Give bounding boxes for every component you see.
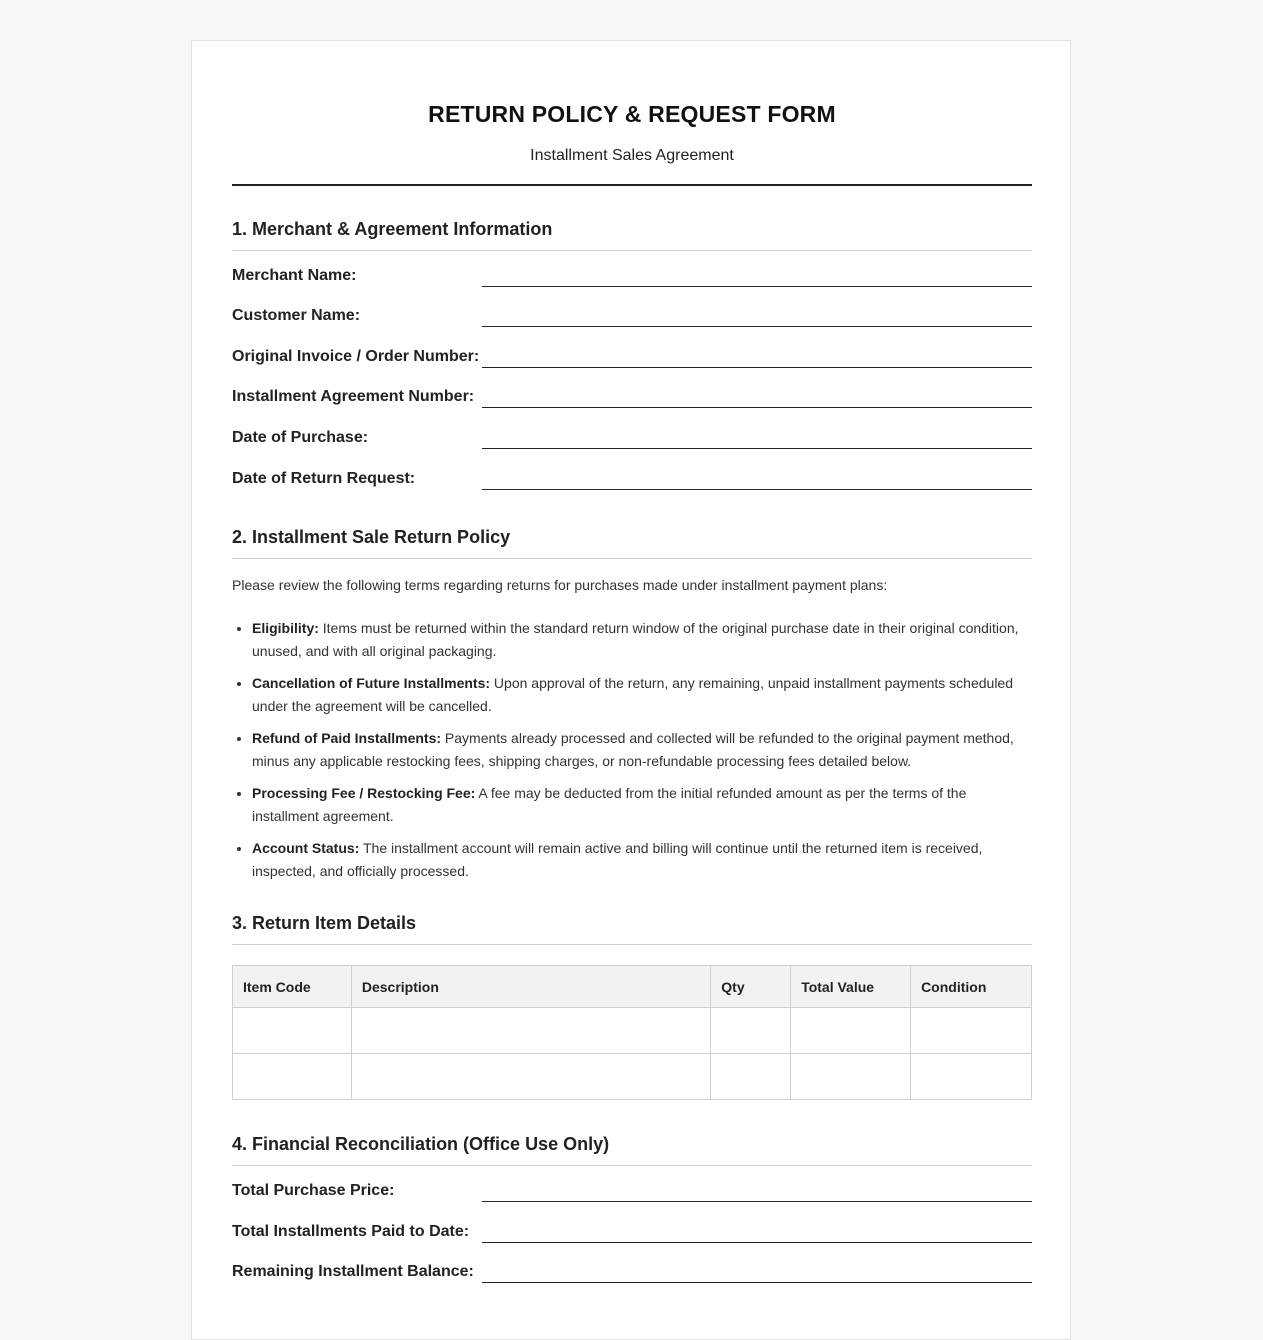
field-label: Original Invoice / Order Number: [232,348,480,365]
section-divider [232,558,1032,559]
date-of-return-request-line[interactable] [482,489,1032,490]
installments-paid-field [232,1215,1032,1243]
date-of-return-request-field [232,462,1032,490]
description-cell[interactable] [351,1054,710,1100]
page-subtitle: Installment Sales Agreement [530,147,734,164]
field-label: Merchant Name: [232,267,357,284]
qty-cell[interactable] [711,1054,791,1100]
section-divider [232,250,1032,251]
item-code-cell[interactable] [233,1054,352,1100]
table-header-row [233,966,1032,1008]
field-label: Total Installments Paid to Date: [232,1223,470,1240]
customer-name-field [232,299,1032,327]
customer-name-line[interactable] [482,326,1032,327]
remaining-balance-field [232,1255,1032,1283]
installments-paid-line[interactable] [482,1242,1032,1243]
remaining-balance-line[interactable] [482,1282,1032,1283]
section-heading-return-policy: 2. Installment Sale Return Policy [232,527,511,547]
invoice-number-field [232,340,1032,368]
field-label: Remaining Installment Balance: [232,1263,474,1280]
field-label: Date of Return Request: [232,470,416,487]
agreement-number-field [232,380,1032,408]
policy-term: Processing Fee / Restocking Fee: [252,785,476,801]
field-label: Customer Name: [232,307,361,324]
merchant-name-field [232,259,1032,287]
policy-intro: Please review the following terms regarding returns for purchases made under installment payment plans: [232,577,888,593]
column-header-description: Description [351,966,710,1008]
section-divider [232,1165,1032,1166]
merchant-name-line[interactable] [482,286,1032,287]
return-items-table [232,965,1032,1100]
policy-text: A fee may be deducted from the initial refunded amount as per the terms of the installment agreement. [252,785,967,824]
field-label: Installment Agreement Number: [232,388,475,405]
description-cell[interactable] [351,1008,710,1054]
policy-term: Account Status: [252,840,360,856]
column-header-total-value: Total Value [791,966,911,1008]
section-heading-return-items: 3. Return Item Details [232,913,417,933]
policy-term: Cancellation of Future Installments: [252,675,491,691]
section-heading-merchant-info: 1. Merchant & Agreement Information [232,219,553,239]
table-row [233,1054,1032,1100]
invoice-number-line[interactable] [482,367,1032,368]
total-purchase-price-field [232,1174,1032,1202]
field-label: Date of Purchase: [232,429,369,446]
policy-item-eligibility [252,617,1032,662]
agreement-number-line[interactable] [482,407,1032,408]
policy-text: Payments already processed and collected will be refunded to the original payment method, minus any applicable restocking fees, shipping charges, or non-refundable processing fees detailed below. [252,730,1014,769]
section-divider [232,944,1032,945]
policy-term: Eligibility: [252,620,319,636]
policy-term: Refund of Paid Installments: [252,730,442,746]
policy-text: Items must be returned within the standard return window of the original purchase date in their original condition, unused, and with all original packaging. [252,620,1019,659]
form-page [191,40,1071,1340]
total-value-cell[interactable] [791,1008,911,1054]
page-title: RETURN POLICY & REQUEST FORM [428,101,836,127]
qty-cell[interactable] [711,1008,791,1054]
column-header-item-code: Item Code [233,966,352,1008]
policy-item-refund [252,727,1032,772]
title-divider [232,184,1032,186]
condition-cell[interactable] [911,1008,1032,1054]
total-value-cell[interactable] [791,1054,911,1100]
field-label: Total Purchase Price: [232,1182,395,1199]
table-row [233,1008,1032,1054]
policy-list [232,617,1032,892]
item-code-cell[interactable] [233,1008,352,1054]
policy-item-account-status [252,837,1032,882]
date-of-purchase-line[interactable] [482,448,1032,449]
total-purchase-price-line[interactable] [482,1201,1032,1202]
column-header-qty: Qty [711,966,791,1008]
date-of-purchase-field [232,421,1032,449]
policy-item-processing-fee [252,782,1032,827]
column-header-condition: Condition [911,966,1032,1008]
section-heading-financial-reconciliation: 4. Financial Reconciliation (Office Use Only) [232,1134,610,1154]
policy-text: The installment account will remain active and billing will continue until the returned item is received, inspected, and officially processed. [252,840,983,879]
policy-text: Upon approval of the return, any remaining, unpaid installment payments scheduled under the agreement will be cancelled. [252,675,1014,714]
policy-item-cancellation [252,672,1032,717]
condition-cell[interactable] [911,1054,1032,1100]
